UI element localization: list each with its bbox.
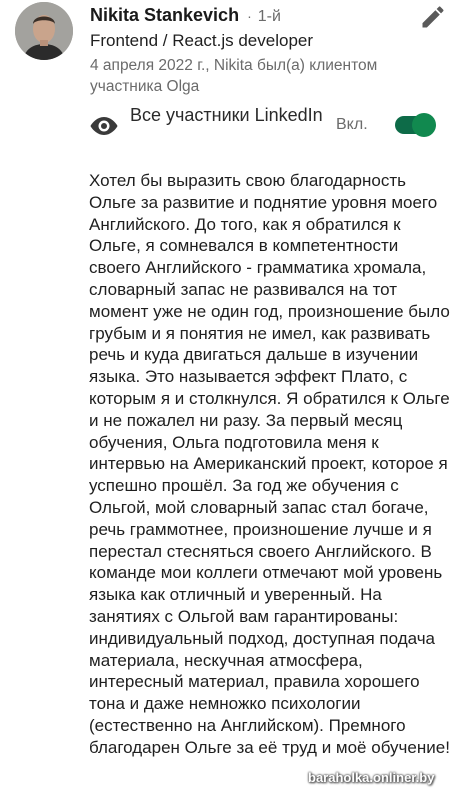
avatar[interactable] — [15, 2, 73, 60]
recommendation-header — [0, 0, 463, 110]
name-row — [90, 5, 281, 29]
pencil-icon[interactable] — [419, 3, 447, 31]
watermark: baraholka.onliner.by — [308, 770, 435, 785]
recommendation-text: Хотел бы выразить свою благодарность Ольге за развитие и поднятие уровня моего Английского. До того, как я обратился к Ольге, я сомневался в компетентности своего Английского - грамматика хромала, словарный запас не развивался на тот момент уже не один год, произношение было грубым и я понятия не имел, как развивать речь и куда двигаться дальше в изучении языка. Это называется эффект Плато, с которым я и столкнулся. Я обратился к Ольге и не пожалел ни разу. За первый месяц обучения, Ольга подготовила меня к интервью на Американский проект, которое я успешно прошёл. За год же обучения с Ольгой, мой словарный запас стал богаче, речь граммотнее, произношение лучше и я перестал стесняться своего Английского. В команде мои коллеги отмечают мой уровень языка как отличный и уверенный. На занятиях с Ольгой вам гарантированы: индивидуальный подход, доступная подача материала, нескучная атмосфера, интересный материал, правила хорошего тона и даже немножко психологии (естественно на Английском). Премного благодарен Ольге за её труд и моё обучение! — [89, 171, 450, 757]
separator-dot: · — [247, 8, 252, 24]
avatar-photo — [15, 2, 73, 60]
visibility-label: Все участники LinkedIn — [130, 105, 323, 125]
toggle-state-label: Вкл. — [336, 116, 368, 133]
profile-headline: Frontend / React.js developer — [90, 31, 314, 50]
profile-name[interactable]: Nikita Stankevich — [90, 5, 240, 25]
recommendation-meta: 4 апреля 2022 г., Nikita был(а) клиентом участника Olga — [90, 57, 378, 95]
toggle-knob[interactable] — [412, 113, 436, 137]
visibility-setting — [0, 100, 463, 152]
eye-icon — [89, 114, 119, 138]
connection-degree: 1-й — [257, 8, 281, 25]
visibility-toggle[interactable] — [393, 113, 439, 137]
